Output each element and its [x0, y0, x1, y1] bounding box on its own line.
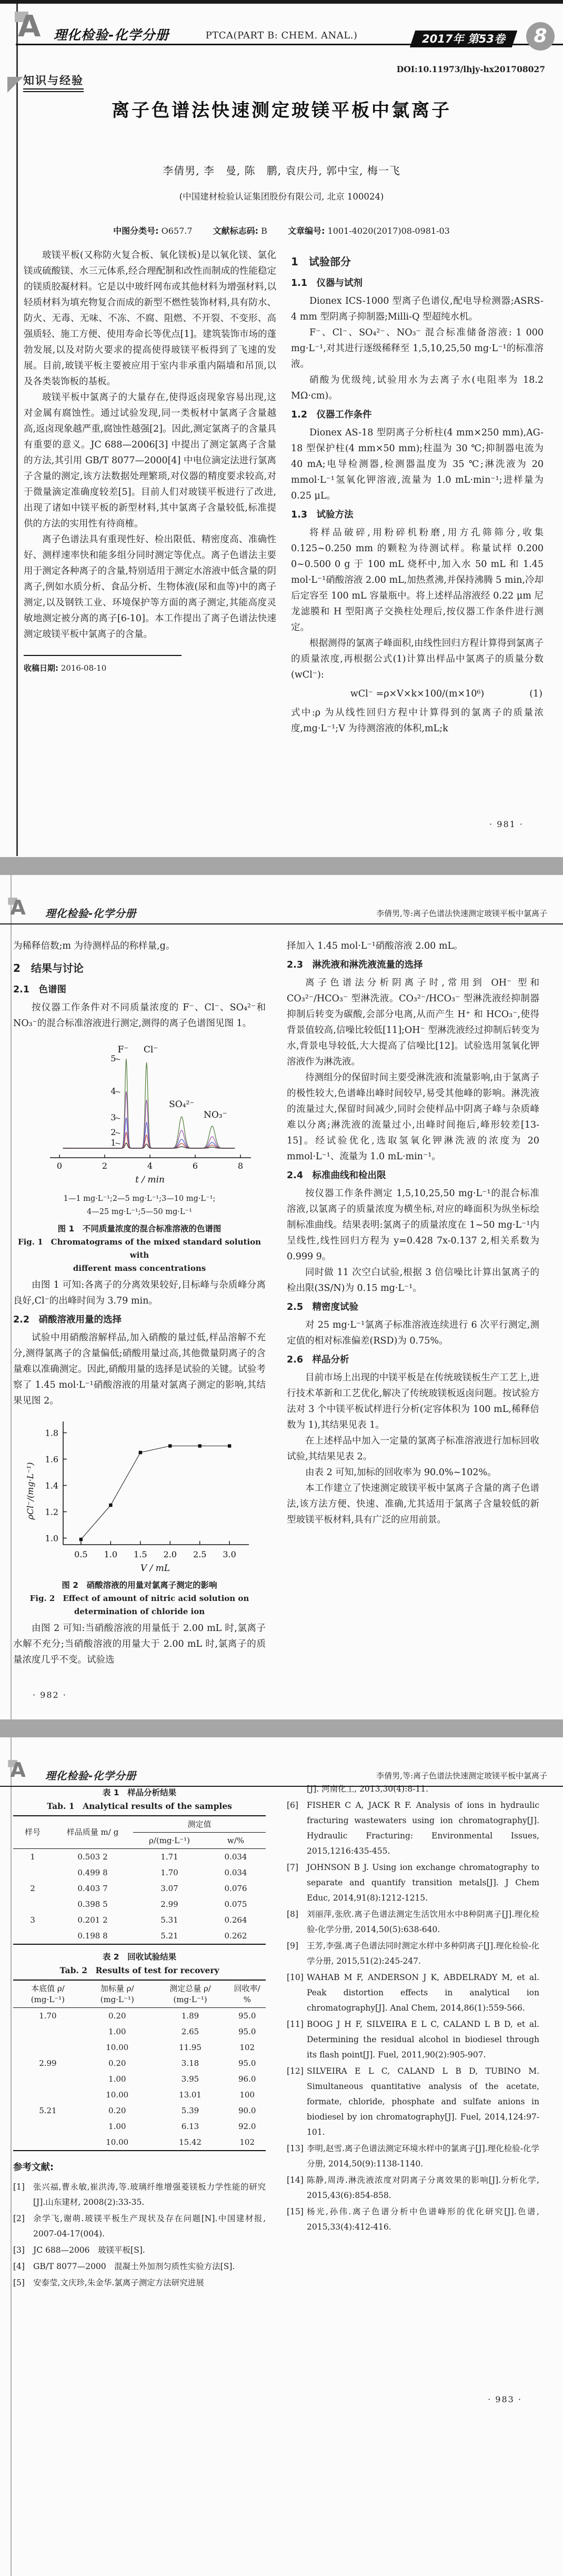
paragraph: 根据测得的氯离子峰面积,由线性回归方程计算得到氯离子的质量浓度,再根据公式(1)计算出样品中氯离子的质量分数(wCl⁻): — [291, 638, 544, 680]
paragraph: 按仪器工作条件测定 1,5,10,25,50 mg·L⁻¹的混合标准溶液,以氯离子的质量浓度为横坐标,对应的峰面积为纵坐标绘制标准曲线。结果表明:氯离子的质量浓度在 1~50 mg·L⁻¹内呈线性,线性回归方程为 y=0.428 7x-0.137 2,相关系数为 0.999 9。 — [287, 1188, 539, 1262]
paragraph: 择加入 1.45 mol·L⁻¹硝酸溶液 2.00 mL。 — [287, 941, 463, 951]
page1-left-column — [24, 247, 276, 737]
svg-text:2: 2 — [110, 1127, 116, 1137]
references-label: 参考文献: — [13, 2162, 54, 2173]
journal-header — [0, 9, 563, 51]
page2-right-column — [287, 938, 539, 1668]
reference-item: [4] GB/T 8077—2000 混凝土外加剂匀质性实验方法[S]. — [13, 2262, 235, 2271]
page-2 — [0, 875, 563, 1719]
reference-item: [8] 刘丽萍,张欣.离子色谱法测定生活饮用水中8种阴离子[J].理化检验-化学分册, 2014,50(5):638-640. — [287, 1909, 539, 1934]
table-row: 0.398 5 2.99 0.075 — [77, 1899, 247, 1909]
subsection-heading: 1.1 仪器与试剂 — [291, 278, 363, 289]
svg-text:1.5: 1.5 — [134, 1549, 147, 1559]
journal-name: 理化检验-化学分册 — [45, 1769, 136, 1782]
svg-text:0: 0 — [56, 1161, 63, 1171]
subsection-heading: 2.2 硝酸溶液用量的选择 — [13, 1315, 122, 1325]
paragraph: 按仪器工作条件对不同质量浓度的 F⁻、Cl⁻、SO₄²⁻和 NO₃⁻的混合标准溶液进行测定,测得的离子色谱图见图 1。 — [13, 1002, 266, 1029]
table-row: 10.00 11.95 102 — [106, 2042, 255, 2052]
reference-item: [6] FISHER C A, JACK R F. Analysis of ions in hydraulic fracturing wastewaters using ion chromatography[J]. Hydraulic Fracturing: Environmental Issues, 2015,1216:435-455. — [287, 1801, 539, 1856]
figure-1-caption-zh: 图 1 不同质量浓度的混合标准溶液的色谱图 — [57, 1224, 222, 1234]
table-1-title-en: Tab. 1 Analytical results of the samples — [47, 1801, 232, 1811]
subsection-heading: 1.3 试验方法 — [291, 510, 354, 520]
col-header: 回收率/ % — [234, 1983, 260, 2004]
page3-columns — [13, 1782, 550, 2292]
issue-number-badge: 8 — [526, 22, 555, 51]
svg-text:8: 8 — [237, 1161, 244, 1171]
paragraph: 待测组分的保留时间主要受淋洗液和流量影响,由于氯离子的极性较大,色谱峰出峰时间较早,易受其他峰的影响。淋洗液的流量过大,保留时间减少,同时会使样品中阴离子峰与杂质峰难以分离;淋洗液的流量过小,出峰时间拖后,峰形较差[13-15]。经试验优化,选取氢氧化钾淋洗液的浓度为 20 mmol·L⁻¹、流量为 1.0 mL·min⁻¹。 — [287, 1072, 539, 1162]
col-header: 本底值 ρ/ (mg·L⁻¹) — [31, 1983, 65, 2004]
figure-1-caption-en: Fig. 1 Chromatograms of the mixed standard solution with — [17, 1237, 262, 1260]
logo-letter-a: A — [10, 896, 26, 920]
table-row: 2 0.403 7 3.07 0.076 — [30, 1883, 247, 1893]
reference-item: [2] 余学飞,谢萌.玻镁平板生产现状及存在问题[N].中国建材报, 2007-04-17(004). — [13, 2214, 266, 2239]
paragraph: 为稀释倍数;m 为待测样品的称样量,g。 — [13, 941, 175, 951]
col-header: ρ/(mg·L⁻¹) — [148, 1835, 190, 1845]
svg-text:1.4: 1.4 — [45, 1480, 58, 1491]
figure-2-caption-en: determination of chloride ion — [74, 1607, 205, 1616]
figure-1-caption-en: different mass concentrations — [73, 1264, 206, 1273]
svg-text:2.5: 2.5 — [193, 1549, 207, 1559]
reference-item: [10] WAHAB M F, ANDERSON J K, ABDELRADY M, et al. Peak distortion effects in analytical ion chromatography[J]. Anal Chem, 2014,86(1):559-566. — [287, 1973, 539, 2013]
page-1 — [0, 0, 563, 857]
reference-item: [13] 李明,赵雪.离子色谱法测定环境水样中的氯离子[J].理化检验-化学分册, 2014,50(9):1138-1140. — [287, 2144, 539, 2169]
subsection-heading: 2.6 样品分析 — [287, 1355, 349, 1365]
svg-text:3: 3 — [110, 1112, 116, 1122]
paragraph: 离子色谱法具有重现性好、检出限低、精密度高、准确性好、测样速率快和能多组分同时测定等优点。离子色谱法主要用于测定各种离子的含量,特别适用于测定水溶液中低含量的阴离子,例如水质分析、食品分析、生物体液(尿和血等)中的离子测定,以及钢铁工业、环境保护等方面的离子测定,其能高度灵敏地测定被分离的离子[6-10]。本工作提出了离子色谱法快速测定玻镁平板中氯离子的含量。 — [24, 534, 276, 640]
subsection-heading: 2.1 色谱图 — [13, 984, 67, 995]
svg-text:NO₃⁻: NO₃⁻ — [203, 1110, 227, 1120]
paragraph: 本工作建立了快速测定玻镁平板中氯离子含量的离子色谱法,该方法方便、快速、准确,尤其适用于氯离子含量较低的新型玻镁平板材料,具有广泛的应用前景。 — [287, 1483, 539, 1525]
page-separator — [0, 1719, 563, 1737]
page1-columns — [24, 247, 544, 737]
chromatogram-plot — [13, 1035, 269, 1192]
figure-2-line-plot — [13, 1412, 266, 1618]
svg-text:1: 1 — [110, 1138, 116, 1148]
reference-item: [3] JC 688—2006 玻镁平板[S]. — [13, 2245, 145, 2255]
scan-left-edge — [11, 1737, 12, 2576]
svg-text:V / mL: V / mL — [140, 1563, 170, 1574]
svg-text:SO₄²⁻: SO₄²⁻ — [169, 1099, 195, 1110]
reference-item: [14] 陈静,周涛.淋洗液浓度对阴离子分离效果的影响[J].分析化学, 2015,43(6):854-858. — [287, 2175, 539, 2200]
table-row: 10.00 15.42 102 — [106, 2137, 255, 2147]
paragraph: 在上述样品中加入一定量的氯离子标准溶液进行加标回收试验,其结果见表 2。 — [287, 1436, 539, 1462]
page3-right-column — [287, 1782, 539, 2292]
journal-name: 理化检验-化学分册 — [54, 27, 169, 43]
logo-letter-a: A — [18, 9, 41, 44]
received-date: 收稿日期: 2016-08-10 — [24, 663, 107, 673]
logo-letter-a: A — [10, 1758, 26, 1782]
svg-text:1.2: 1.2 — [45, 1507, 58, 1517]
table-2-title-zh: 表 2 回收试验结果 — [102, 1952, 177, 1962]
table-1 — [13, 1815, 266, 1945]
page3-left-column — [13, 1782, 266, 2292]
svg-text:ρCl⁻/(mg·L⁻¹): ρCl⁻/(mg·L⁻¹) — [25, 1462, 35, 1520]
svg-text:5: 5 — [110, 1053, 116, 1063]
paragraph: 由图 2 可知:当硝酸溶液的用量低于 2.00 mL 时,氯离子水解不充分;当硝酸溶液的用量大于 2.00 mL 时,氯离子的质量浓度几乎不变。试验选 — [13, 1623, 266, 1665]
svg-text:1.0: 1.0 — [45, 1533, 58, 1544]
scan-top-edge — [0, 0, 563, 4]
article-id-label: 文章编号: — [288, 226, 325, 236]
table-row: 10.00 13.01 100 — [106, 2090, 255, 2100]
scan-left-edge — [16, 3, 18, 856]
table-row: 1.00 6.13 92.0 — [108, 2121, 256, 2131]
paragraph: 玻镁平板中氯离子的大量存在,使得返卤现象容易出现,这对金属有腐蚀性。通过试验发现,同一类板材中氯离子含量越高,返卤现象越严重,腐蚀性越强[2]。因此,测定氯离子的含量具有重要的意义。JC 688—2006[3] 中提出了测定氯离子含量的方法,其引用 GB/T 8077—2000[4] 中电位滴定法进行氯离子含量的测定,该方法数据处理繁琐,对仪器的精度要求较高,对于微量滴定准确度较差[5]。目前人们对玻镁平板进行了改进,出现了诸如中镁平板的新型材料,其中氯离子含量较低,标准提供的方法的实用性有待商榷。 — [24, 392, 276, 529]
doi: DOI:10.11973/lhjy-hx201708027 — [396, 64, 545, 74]
paragraph: 由图 1 可知:各离子的分离效果较好,目标峰与杂质峰分离良好,Cl⁻的出峰时间为 3.79 min。 — [13, 1280, 266, 1306]
page1-right-column — [291, 247, 544, 737]
svg-text:4: 4 — [147, 1161, 153, 1171]
table-2-title-en: Tab. 2 Results of test for recovery — [59, 1965, 219, 1975]
svg-text:t / min: t / min — [135, 1175, 165, 1185]
paragraph: 式中:ρ 为从线性回归方程中计算得到的氯离子的质量浓度,mg·L⁻¹;V 为待测溶液的体积,mL;k — [291, 708, 544, 734]
svg-text:4: 4 — [110, 1086, 116, 1096]
svg-text:2: 2 — [102, 1161, 108, 1171]
doc-code-value: B — [261, 226, 267, 236]
running-title: 李倩男,等:离子色谱法快速测定玻镁平板中氯离子 — [376, 1771, 547, 1781]
journal-logo — [9, 896, 29, 923]
journal-name-en: PTCA(PART B: CHEM. ANAL.) — [205, 30, 358, 41]
section-heading: 1 试验部分 — [291, 255, 351, 268]
table-row: 1.70 0.20 1.89 95.0 — [39, 2011, 256, 2021]
svg-text:1.0: 1.0 — [104, 1549, 118, 1559]
article-meta — [0, 224, 563, 236]
reference-item: [15] 杨光,孙伟.离子色谱分析中色谱峰形的优化研究[J].色谱, 2015,33(4):412-416. — [287, 2207, 539, 2232]
table-row: 1.00 2.65 95.0 — [108, 2026, 256, 2036]
article-affiliation: (中国建材检验认证集团股份有限公司, 北京 100024) — [179, 192, 384, 202]
article-id-value: 1001-4020(2017)08-0981-03 — [327, 226, 450, 236]
table-1-title-zh: 表 1 样品分析结果 — [102, 1788, 177, 1797]
reference-item: [12] SILVEIRA E L C, CALAND L B D, TUBINO M. Simultaneous quantitative analysis of the acetate, formate, chloride, phosphate and sulfate anions in biodiesel by ion chromatography[J]. Fuel, 2014,124:97-101. — [287, 2066, 539, 2137]
clc-label: 中图分类号: — [113, 226, 159, 236]
reference-item: [7] JOHNSON B J. Using ion exchange chromatography to separate and quantify transition metals[J]. J Chem Educ, 2014,91(8):1212-1215. — [287, 1863, 539, 1903]
equation-number: (1) — [529, 689, 542, 699]
subsection-heading: 1.2 仪器工作条件 — [291, 410, 372, 420]
running-header — [0, 894, 563, 924]
svg-text:F⁻: F⁻ — [117, 1045, 129, 1055]
figure-1-chromatogram — [13, 1035, 266, 1275]
reference-item: [1] 张兴福,曹永敏,崔洪涛,等.玻璃纤维增强菱镁板力学性能的研究[J].山东建材, 2008(2):33-35. — [13, 2182, 266, 2207]
svg-text:6: 6 — [192, 1161, 198, 1171]
subsection-heading: 2.4 标准曲线和检出限 — [287, 1170, 386, 1181]
paragraph: 同时做 11 次空白试验,根据 3 倍信噪比计算出氯离子的检出限(3S/N)为 0.15 mg·L⁻¹。 — [287, 1267, 539, 1294]
scan-left-edge — [11, 875, 12, 1719]
article-title: 离子色谱法快速测定玻镁平板中氯离子 — [112, 100, 451, 121]
column-tag-triangle-icon — [7, 77, 23, 93]
table-row: 0.499 8 1.70 0.034 — [77, 1867, 247, 1877]
paragraph: Dionex ICS-1000 型离子色谱仪,配电导检测器;ASRS-4 mm 型阴离子抑制器;Milli-Q 型超纯水机。 — [291, 296, 544, 322]
equation-1: wCl⁻ =ρ×V×k×100/(m×10⁶) (1) — [291, 686, 544, 702]
page-separator — [0, 857, 563, 875]
page2-columns — [13, 938, 550, 1668]
table-row: 1.00 3.95 96.0 — [108, 2074, 256, 2084]
col-header: 测定值 — [133, 1816, 266, 1833]
nitric-acid-effect-plot — [13, 1412, 269, 1575]
section-heading: 2 结果与讨论 — [13, 962, 84, 974]
journal-name: 理化检验-化学分册 — [45, 907, 136, 920]
table-row: 3 0.201 2 5.31 0.264 — [30, 1915, 247, 1925]
svg-text:2.0: 2.0 — [163, 1549, 177, 1559]
paragraph: 目前市场上出现的中镁平板是在传统玻镁板生产工艺上,进行技术革新和工艺优化,解决了传统玻镁板返卤问题。按试验方法对 3 个中镁平板试样进行分析(定容体积为 100 mL,稀释倍数为 1),其结果见表 1。 — [287, 1372, 539, 1430]
subsection-heading: 2.5 精密度试验 — [287, 1302, 359, 1312]
table-row: 5.21 0.20 5.39 90.0 — [39, 2105, 256, 2115]
figure-2-caption-zh: 图 2 硝酸溶液的用量对氯离子测定的影响 — [62, 1580, 217, 1590]
reference-item: [5] 安泰莹,文庆珍,朱金华.氯离子测定方法研究进展 — [13, 2278, 204, 2287]
page-number: · 982 · — [33, 1690, 67, 1700]
paragraph: Dionex AS-18 型阴离子分析柱(4 mm×250 mm),AG-18 型保护柱(4 mm×50 mm);柱温为 30 ℃;抑制器电流为 40 mA;电导检测器,检测器温度为 35 ℃;淋洗液为 20 mmol·L⁻¹氢氧化钾溶液,流量为 1.0 mL·min⁻¹;进样量为 0.25 μL。 — [291, 427, 544, 501]
paragraph: F⁻、Cl⁻、SO₄²⁻、NO₃⁻ 混合标准储备溶液: 1 000 mg·L⁻¹,对其进行逐级稀释至 1,5,10,25,50 mg·L⁻¹的标准溶液。 — [291, 327, 544, 370]
running-title: 李倩男,等:离子色谱法快速测定玻镁平板中氯离子 — [376, 909, 547, 918]
paragraph: 离子色谱法分析阴离子时,常用到 OH⁻ 型和 CO₃²⁻/HCO₃⁻ 型淋洗液。CO₃²⁻/HCO₃⁻ 型淋洗液经抑制器抑制后转变为碳酸,会部分电离,从而产生 H⁺ 和 HCO₃⁻,使得背景值较高,信噪比较低[11];OH⁻ 型淋洗液经过抑制后转变为水,背景电导较低,大大提高了信噪比[12]。试验选用氢氧化钾溶液作为淋洗液。 — [287, 978, 539, 1067]
reference-continuation: [J]. 河南化工, 2013,30(4):8-11. — [307, 1784, 429, 1794]
column-tag: 知识与经验 — [23, 74, 84, 92]
svg-text:1.6: 1.6 — [45, 1454, 58, 1465]
paragraph: 硝酸为优级纯,试验用水为去离子水(电阻率为 18.2 MΩ·cm)。 — [291, 375, 544, 401]
reference-item: [9] 王芳,李强.离子色谱法同时测定水样中多种阴离子[J].理化检验-化学分册, 2015,51(2):245-247. — [287, 1941, 539, 1966]
page-number: · 983 · — [488, 2394, 522, 2404]
paragraph: 对 25 mg·L⁻¹氯离子标准溶液连续进行 6 次平行测定,测定值的相对标准偏差(RSD)为 0.75%。 — [287, 1320, 539, 1346]
article-authors: 李倩男, 李 曼, 陈 鹏, 袁庆丹, 郭中宝, 梅一飞 — [163, 164, 400, 177]
page-3 — [0, 1737, 563, 2576]
table-2 — [13, 1980, 266, 2151]
table-row: 2.99 0.20 3.18 95.0 — [39, 2058, 256, 2068]
page-number: · 981 · — [489, 819, 524, 829]
doc-code-label: 文献标志码: — [213, 226, 259, 236]
svg-text:Cl⁻: Cl⁻ — [143, 1045, 158, 1055]
table-row: 1 0.503 2 1.71 0.034 — [30, 1852, 247, 1862]
svg-text:3.0: 3.0 — [223, 1549, 236, 1559]
paragraph: 将样品破碎,用粉碎机粉磨,用方孔筛筛分,收集 0.125~0.250 mm 的颗粒为待测试样。称量试样 0.200 0~0.500 0 g 于 100 mL 烧杯中,加入水 50 mL 和 1.45 mol·L⁻¹硝酸溶液 2.00 mL,加热煮沸,并保持沸腾 5 min,冷却后定容至 100 mL 容量瓶中。将上述样品溶液经 0.22 μm 尼龙滤膜和 H 型阳离子交换柱处理后,按仪器工作条件进行测定。 — [291, 528, 544, 633]
table-row: 0.198 8 5.21 0.262 — [77, 1931, 247, 1941]
year-volume-badge: 2017年 第53卷 — [410, 31, 517, 47]
figure-1-legend: 1—1 mg·L⁻¹;2—5 mg·L⁻¹;3—10 mg·L⁻¹; — [63, 1195, 216, 1203]
paragraph: 试验中用硝酸溶解样品,加入硝酸的量过低,样品溶解不充分,测得氯离子的含量偏低;硝酸用量过高,其他微量阴离子的含量难以准确测定。因此,硝酸用量的选择是试验的关键。试验考察了 1.45 mol·L⁻¹硝酸溶液的用量对氯离子测定的影响,其结果见图 2。 — [13, 1332, 266, 1406]
col-header: 加标量 ρ/ (mg·L⁻¹) — [100, 1983, 134, 2004]
col-header: w/% — [227, 1835, 245, 1845]
reference-item: [11] BOOG J H F, SILVEIRA E L C, CALAND L B D, et al. Determining the residual alcohol in biodiesel through its flash point[J]. Fuel, 2011,90(2):905-907. — [287, 2020, 539, 2060]
footnote-rule — [24, 655, 182, 656]
paragraph: 由表 2 可知,加标的回收率为 90.0%~102%。 — [305, 1467, 497, 1478]
clc-value: O657.7 — [161, 226, 193, 236]
svg-text:1.8: 1.8 — [45, 1428, 58, 1438]
subsection-heading: 2.3 淋洗液和淋洗液流量的选择 — [287, 960, 423, 970]
figure-1-legend: 4—25 mg·L⁻¹;5—50 mg·L⁻¹ — [87, 1208, 192, 1216]
page2-left-column — [13, 938, 266, 1668]
paragraph: 玻镁平板(又称防火复合板、氧化镁板)是以氧化镁、氯化镁或硫酸镁、水三元体系,经合理配制和改性而制成的性能稳定的镁质胶凝材料。它是以中玻纤网布或其他材料为增强材料,以轻质材料为填充物复合而成的新型不燃性装饰材料,具有防水、防火、无毒、无味、不冻、不腐、阻燃、不开裂、不变形、高强质轻、施工方便、使用寿命长等优点[1]。建筑装饰市场的蓬勃发展,以及对防火要求的提高使得玻镁平板得到了飞速的发展。目前,玻镁平板主要被应用于室内非承重内隔墙和吊顶,以及各类装饰板的基板。 — [24, 250, 276, 387]
col-header: 样品质量 m/ g — [66, 1827, 119, 1837]
figure-2-caption-en: Fig. 2 Effect of amount of nitric acid solution on — [29, 1594, 249, 1603]
svg-text:0.5: 0.5 — [74, 1549, 88, 1559]
col-header: 测定总量 ρ/ (mg·L⁻¹) — [169, 1983, 211, 2004]
col-header: 样号 — [24, 1827, 41, 1837]
